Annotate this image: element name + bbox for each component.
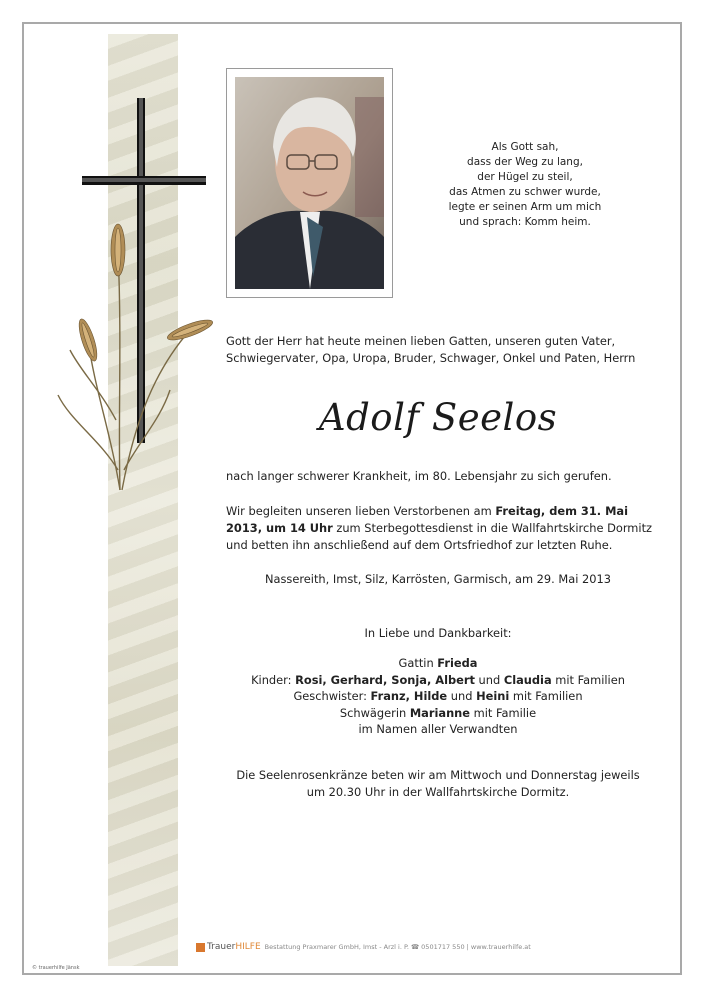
- place-date: Nassereith, Imst, Silz, Karrösten, Garmisch, am 29. Mai 2013: [264, 572, 611, 586]
- trauerhilfe-logo-icon: [196, 943, 205, 952]
- footer-text: Bestattung Praxmarer GmbH, Imst - Arzl i. P. ☎ 0501717 550 | www.trauerhilfe.at: [264, 943, 531, 951]
- logo-text: [207, 942, 261, 952]
- portrait-frame: [226, 68, 393, 298]
- deceased-name: Adolf Seelos: [318, 396, 558, 439]
- funeral-details: [226, 503, 653, 554]
- wheat-ears-icon: [75, 224, 214, 363]
- inlaw-suffix: mit Familie: [470, 705, 537, 720]
- children-names: Rosi, Gerhard, Sonja, Albert: [295, 672, 475, 687]
- poem-line: und sprach: Komm heim.: [459, 216, 591, 228]
- funeral-date: Freitag, dem 31. Mai: [495, 504, 629, 518]
- death-line: nach langer schwerer Krankheit, im 80. Lebensjahr zu sich gerufen.: [226, 469, 612, 483]
- relatives-line: im Namen aller Verwandten: [358, 722, 518, 736]
- conjunction: und: [447, 689, 477, 703]
- funeral-text: zum Sterbegottesdienst in die Wallfahrtskirche Dormitz: [332, 521, 653, 535]
- rosary-notice: [226, 767, 650, 801]
- intro-line: Gott der Herr hat heute meinen lieben Gatten, unseren guten Vater,: [226, 334, 616, 348]
- conjunction: und: [474, 672, 504, 687]
- poem-line: legte er seinen Arm um mich: [448, 201, 602, 213]
- logo-part: Trauer: [207, 942, 236, 952]
- funeral-time: 2013, um 14 Uhr: [226, 521, 333, 535]
- inlaw-name: Marianne: [409, 705, 471, 720]
- logo-accent: HILFE: [235, 942, 261, 952]
- intro-line: Schwiegervater, Opa, Uropa, Bruder, Schwager, Onkel und Paten, Herrn: [226, 351, 636, 365]
- children-last: Claudia: [503, 672, 552, 687]
- intro-text: [226, 333, 650, 367]
- poem: [400, 140, 650, 230]
- siblings-suffix: mit Familien: [509, 689, 583, 703]
- footer: [196, 942, 656, 952]
- poem-line: der Hügel zu steil,: [477, 171, 573, 183]
- love-heading: In Liebe und Dankbarkeit:: [364, 626, 512, 640]
- spouse-name: Frieda: [437, 656, 478, 670]
- spouse-label: Gattin: [398, 656, 438, 670]
- wheat-icon: [58, 250, 190, 490]
- portrait-photo: [235, 77, 384, 289]
- rosary-line: um 20.30 Uhr in der Wallfahrtskirche Dormitz.: [306, 785, 570, 799]
- copyright: © trauerhilfe Jänsk: [32, 965, 80, 971]
- inlaw-label: Schwägerin: [339, 705, 410, 720]
- poem-line: dass der Weg zu lang,: [467, 156, 583, 168]
- cross-and-wheat-illustration: [40, 90, 220, 510]
- poem-line: das Atmen zu schwer wurde,: [449, 186, 601, 198]
- siblings-names: Franz, Hilde: [370, 689, 448, 703]
- funeral-text: Wir begleiten unseren lieben Verstorbenen am: [226, 504, 496, 518]
- siblings-label: Geschwister:: [293, 689, 371, 703]
- children-suffix: mit Familien: [551, 672, 625, 687]
- poem-line: Als Gott sah,: [491, 141, 559, 153]
- children-label: Kinder:: [251, 672, 296, 687]
- rosary-line: Die Seelenrosenkränze beten wir am Mittwoch und Donnerstag jeweils: [236, 768, 640, 782]
- siblings-last: Heini: [476, 689, 510, 703]
- cross-icon: [82, 98, 206, 443]
- funeral-text: und betten ihn anschließend auf dem Ortsfriedhof zur letzten Ruhe.: [226, 538, 613, 552]
- family-list: [226, 655, 650, 738]
